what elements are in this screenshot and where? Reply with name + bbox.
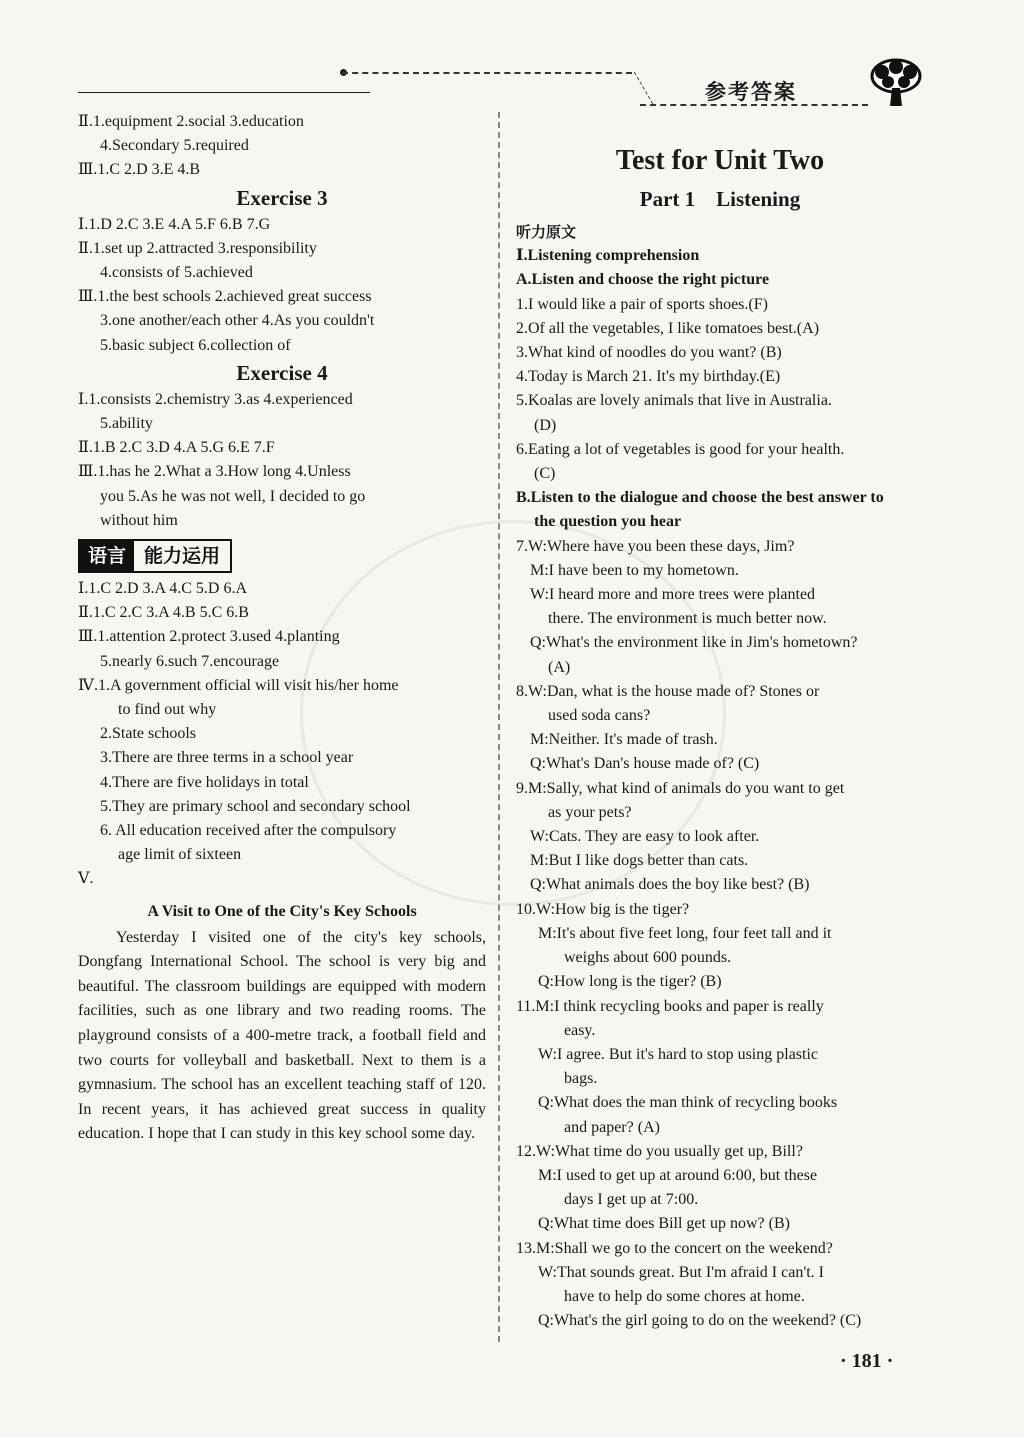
answer-line: Ⅲ.1.attention 2.protect 3.used 4.planting bbox=[78, 628, 340, 646]
dialogue-line: Q:What's the girl going to do on the weekend? (C) bbox=[538, 1312, 862, 1330]
essay-paragraph bbox=[78, 926, 486, 1147]
dialogue-line: W:That sounds great. But I'm afraid I can't. I bbox=[538, 1263, 824, 1281]
answer-line: 5.nearly 6.such 7.encourage bbox=[100, 652, 280, 670]
answer-line: 5.They are primary school and secondary school bbox=[100, 797, 411, 815]
dialogue-line: bags. bbox=[564, 1070, 598, 1088]
exercise-3-heading: Exercise 3 bbox=[236, 185, 328, 210]
dialogue-line: Q:How long is the tiger? (B) bbox=[538, 973, 722, 991]
answer-line: 4.consists of 5.achieved bbox=[100, 264, 253, 282]
dialogue-line: as your pets? bbox=[548, 803, 632, 821]
dialogue-line: 13.M:Shall we go to the concert on the weekend? bbox=[516, 1239, 833, 1257]
answer-line: 3.There are three terms in a school year bbox=[100, 749, 354, 767]
dialogue-line: Q:What's the environment like in Jim's hometown? bbox=[530, 634, 858, 652]
header-slash bbox=[616, 72, 653, 104]
section-heading: the question you hear bbox=[534, 513, 682, 531]
section-heading: Ⅰ.Listening comprehension bbox=[516, 247, 700, 265]
answer-line: without him bbox=[100, 511, 178, 529]
dialogue-line: have to help do some chores at home. bbox=[564, 1287, 805, 1305]
dialogue-line: used soda cans? bbox=[548, 707, 651, 725]
answer-line: Ⅰ.1.consists 2.chemistry 3.as 4.experienced bbox=[78, 390, 353, 408]
answer-line: 3.one another/each other 4.As you couldn't bbox=[100, 312, 375, 330]
header-dotted-rule bbox=[342, 72, 632, 74]
essay-title: A Visit to One of the City's Key Schools bbox=[147, 902, 417, 920]
dialogue-line: 10.W:How big is the tiger? bbox=[516, 900, 690, 918]
banner-part-1: 语言 bbox=[80, 541, 134, 571]
page-number: · 181 · bbox=[840, 1350, 894, 1372]
dialogue-line: Q:What time does Bill get up now? (B) bbox=[538, 1215, 790, 1233]
dialogue-line: M:It's about five feet long, four feet tall and it bbox=[538, 924, 832, 942]
essay-text: Yesterday I visited one of the city's key schools, Dongfang International School. The school is very big and beautiful. The classroom buildings are equipped with modern facilities, such as one library and two reading rooms. The playground consists of a 400-metre track, a football field and two courts for volleyball and basketball. Next to them is a gymnasium. The school has an excellent teaching staff of 120. In recent years, it has achieved great success in quality education. I hope that I can study in this key school some day. bbox=[78, 928, 486, 1143]
dialogue-line: and paper? (A) bbox=[564, 1118, 660, 1136]
dialogue-line: M:I have been to my hometown. bbox=[530, 561, 739, 579]
answer-line: Ⅲ.1.has he 2.What a 3.How long 4.Unless bbox=[78, 463, 351, 481]
dialogue-line: days I get up at 7:00. bbox=[564, 1191, 699, 1209]
answer-line: Ⅱ.1.equipment 2.social 3.education bbox=[78, 113, 304, 130]
answer-line: 4.There are five holidays in total bbox=[100, 773, 309, 791]
answer-line: Ⅴ. bbox=[78, 870, 94, 888]
section-banner bbox=[78, 539, 232, 573]
script-line: (C) bbox=[534, 465, 556, 483]
dialogue-line: weighs about 600 pounds. bbox=[564, 949, 732, 967]
dialogue-line: (A) bbox=[548, 658, 571, 676]
script-line: 1.I would like a pair of sports shoes.(F) bbox=[516, 295, 768, 313]
script-line: (D) bbox=[534, 416, 557, 434]
answer-line: Ⅰ.1.D 2.C 3.E 4.A 5.F 6.B 7.G bbox=[78, 215, 271, 233]
test-title: Test for Unit Two bbox=[615, 145, 825, 176]
dialogue-line: Q:What's Dan's house made of? (C) bbox=[530, 755, 760, 773]
dialogue-line: M:I used to get up at around 6:00, but these bbox=[538, 1166, 818, 1184]
exercise-4-heading: Exercise 4 bbox=[236, 360, 328, 385]
dialogue-list bbox=[516, 535, 924, 1334]
script-line: 5.Koalas are lovely animals that live in Australia. bbox=[516, 392, 832, 410]
answer-line: you 5.As he was not well, I decided to go bbox=[100, 487, 366, 505]
answer-line: 5.basic subject 6.collection of bbox=[100, 336, 291, 354]
answer-line: 5.ability bbox=[100, 415, 153, 433]
answer-line: Ⅰ.1.C 2.D 3.A 4.C 5.D 6.A bbox=[78, 580, 247, 598]
answer-line: Ⅲ.1.the best schools 2.achieved great success bbox=[78, 288, 372, 306]
dialogue-line: Q:What animals does the boy like best? (B) bbox=[530, 876, 810, 894]
banner-part-2: 能力运用 bbox=[144, 545, 221, 568]
script-line: 2.Of all the vegetables, I like tomatoes best.(A) bbox=[516, 319, 820, 337]
left-column bbox=[78, 110, 486, 1147]
answer-line: age limit of sixteen bbox=[118, 846, 242, 864]
script-line: 4.Today is March 21. It's my birthday.(E) bbox=[516, 368, 781, 386]
script-line: 3.What kind of noodles do you want? (B) bbox=[516, 344, 782, 362]
dialogue-line: 8.W:Dan, what is the house made of? Stones or bbox=[516, 682, 820, 700]
dialogue-line: Q:What does the man think of recycling books bbox=[538, 1094, 838, 1112]
section-heading: A.Listen and choose the right picture bbox=[516, 271, 770, 289]
dialogue-line: W:I agree. But it's hard to stop using plastic bbox=[538, 1045, 819, 1063]
answer-line: Ⅱ.1.C 2.C 3.A 4.B 5.C 6.B bbox=[78, 604, 249, 622]
answer-line: to find out why bbox=[118, 701, 217, 719]
script-line: 6.Eating a lot of vegetables is good for your health. bbox=[516, 440, 845, 458]
dialogue-line: 12.W:What time do you usually get up, Bill? bbox=[516, 1142, 803, 1160]
dialogue-line: there. The environment is much better now. bbox=[548, 610, 827, 628]
header-rule bbox=[78, 92, 370, 93]
answer-line: 2.State schools bbox=[100, 725, 196, 743]
dialogue-line: M:But I like dogs better than cats. bbox=[530, 852, 749, 870]
right-column bbox=[516, 140, 924, 1333]
answer-line: 4.Secondary 5.required bbox=[100, 137, 249, 155]
tree-icon bbox=[868, 58, 924, 110]
answer-line: Ⅱ.1.B 2.C 3.D 4.A 5.G 6.E 7.F bbox=[78, 439, 275, 457]
dialogue-line: 9.M:Sally, what kind of animals do you want to get bbox=[516, 779, 845, 797]
dialogue-line: M:Neither. It's made of trash. bbox=[530, 731, 718, 749]
section-heading: B.Listen to the dialogue and choose the best answer to bbox=[516, 489, 884, 507]
dialogue-line: 7.W:Where have you been these days, Jim? bbox=[516, 537, 795, 555]
dialogue-line: W:I heard more and more trees were planted bbox=[530, 586, 816, 604]
dialogue-line: W:Cats. They are easy to look after. bbox=[530, 828, 760, 846]
answer-line: Ⅲ.1.C 2.D 3.E 4.B bbox=[78, 161, 201, 179]
dialogue-line: easy. bbox=[564, 1021, 596, 1039]
part-title: Part 1 Listening bbox=[639, 187, 801, 211]
script-label: 听力原文 bbox=[516, 223, 577, 241]
page-header-title: 参考答案 bbox=[705, 80, 797, 104]
dialogue-line: 11.M:I think recycling books and paper is really bbox=[516, 997, 824, 1015]
column-divider bbox=[498, 112, 500, 1342]
answer-line: Ⅳ.1.A government official will visit his/her home bbox=[78, 676, 399, 694]
answer-line: Ⅱ.1.set up 2.attracted 3.responsibility bbox=[78, 239, 317, 257]
answer-line: 6. All education received after the compulsory bbox=[100, 822, 397, 840]
